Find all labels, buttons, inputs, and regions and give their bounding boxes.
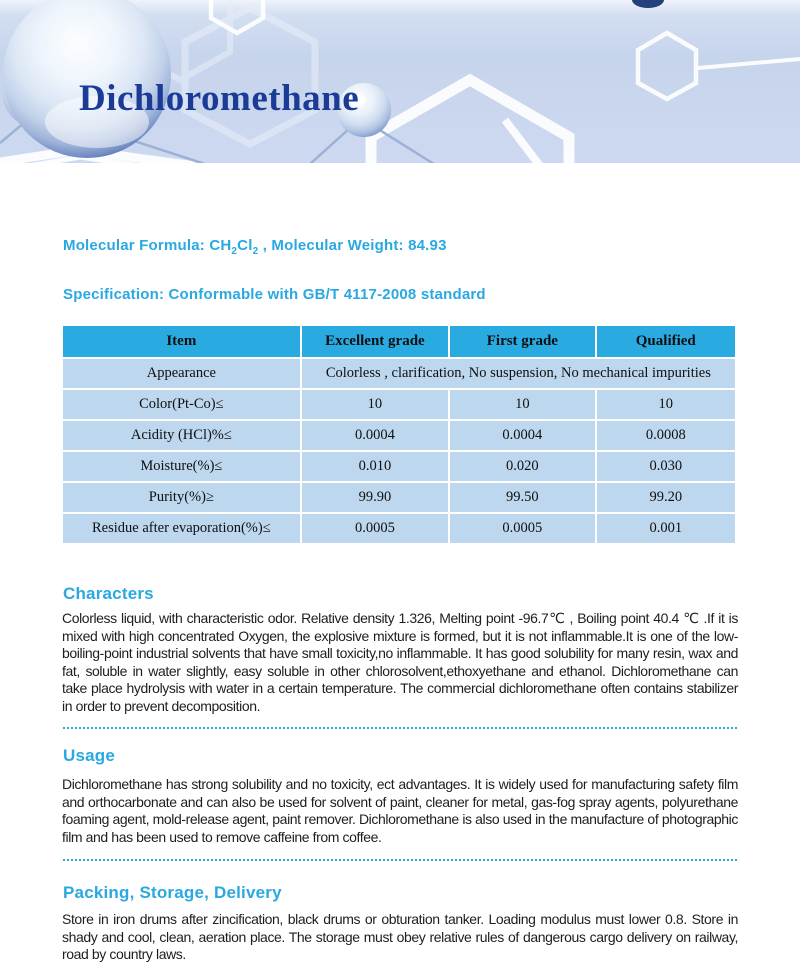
usage-heading: Usage bbox=[63, 746, 116, 765]
table-value-cell: 99.20 bbox=[597, 483, 735, 512]
table-value-cell: 0.0005 bbox=[302, 514, 448, 543]
formula-text: Cl bbox=[237, 237, 253, 254]
table-value-cell: 0.0004 bbox=[450, 421, 594, 450]
table-value-cell: 0.0008 bbox=[597, 421, 735, 450]
formula-subscript: 2 bbox=[252, 246, 259, 257]
dotted-divider bbox=[63, 727, 737, 729]
usage-paragraph: Dichloromethane has strong solubility and no toxicity, ect advantages. It is widely used for manufacturing safety film and orthocarbonate and can also be used for solvent of paint, cleaner for metal, gas-fog spray agents, polyurethane foaming agent, mold-release agent, paint remover. Dichloromethane is also used in the manufacture of photographic film and has been used to remove caffeine from coffee. bbox=[62, 776, 738, 845]
table-row bbox=[63, 359, 735, 388]
table-row bbox=[63, 390, 735, 419]
packing-heading: Packing, Storage, Delivery bbox=[63, 883, 282, 902]
table-value-cell: 0.0005 bbox=[450, 514, 594, 543]
table-value-cell: 0.0004 bbox=[302, 421, 448, 450]
dotted-divider bbox=[63, 859, 737, 861]
table-value-cell: 99.90 bbox=[302, 483, 448, 512]
specification-table bbox=[61, 324, 737, 545]
table-header-cell: First grade bbox=[450, 326, 594, 357]
characters-paragraph: Colorless liquid, with characteristic odor. Relative density 1.326, Melting point -96.7℃ , Boiling point 40.4 ℃ .If it is mixed with high concentrated Oxygen, the explosive mixture is formed, but it is not inflammable.It is one of the low-boiling-point industrial solvents that have small toxicity,no inflammable. It has good solubility for many resin, wax and fat, soluble in water slightly, easy soluble in other chlorosolvent,ethoxyethane and ethanol. Dichloromethane can take place hydrolysis with water in a certain temperature. The commercial dichloromethane often contains stabilizer in order to prevent decomposition. bbox=[62, 610, 738, 714]
table-value-cell: 10 bbox=[302, 390, 448, 419]
table-item-cell: Color(Pt-Co)≤ bbox=[63, 390, 300, 419]
table-value-cell: 0.020 bbox=[450, 452, 594, 481]
table-header-row bbox=[63, 326, 735, 357]
formula-text: Molecular Formula: CH bbox=[63, 237, 232, 254]
table-item-cell: Purity(%)≥ bbox=[63, 483, 300, 512]
table-span-cell: Colorless , clarification, No suspension, No mechanical impurities bbox=[302, 359, 735, 388]
table-row bbox=[63, 514, 735, 543]
packing-paragraph: Store in iron drums after zincification, black drums or obturation tanker. Loading modulus must lower 0.8. Store in shady and cool, clean, aeration place. The storage must obey relative rules of dangerous cargo delivery on railway, road by country laws. bbox=[62, 911, 738, 962]
table-head bbox=[63, 326, 735, 357]
table-value-cell: 0.030 bbox=[597, 452, 735, 481]
formula-subscript: 2 bbox=[231, 246, 238, 257]
table-row bbox=[63, 421, 735, 450]
molecular-weight-text: , Molecular Weight: 84.93 bbox=[258, 237, 447, 254]
table-item-cell: Residue after evaporation(%)≤ bbox=[63, 514, 300, 543]
characters-heading: Characters bbox=[63, 584, 154, 603]
table-item-cell: Appearance bbox=[63, 359, 300, 388]
table-value-cell: 99.50 bbox=[450, 483, 594, 512]
table-value-cell: 10 bbox=[597, 390, 735, 419]
table-header-cell: Item bbox=[63, 326, 300, 357]
specification-line: Specification: Conformable with GB/T 4117-2008 standard bbox=[63, 286, 486, 303]
table-value-cell: 0.001 bbox=[597, 514, 735, 543]
page-title: Dichloromethane bbox=[79, 78, 360, 119]
table-value-cell: 0.010 bbox=[302, 452, 448, 481]
table-item-cell: Moisture(%)≤ bbox=[63, 452, 300, 481]
table-header-cell: Excellent grade bbox=[302, 326, 448, 357]
table-row bbox=[63, 452, 735, 481]
table-value-cell: 10 bbox=[450, 390, 594, 419]
table-item-cell: Acidity (HCl)%≤ bbox=[63, 421, 300, 450]
banner bbox=[0, 0, 800, 163]
table-header-cell: Qualified bbox=[597, 326, 735, 357]
table-body bbox=[63, 359, 735, 543]
table-row bbox=[63, 483, 735, 512]
molecular-formula-line bbox=[63, 237, 447, 261]
